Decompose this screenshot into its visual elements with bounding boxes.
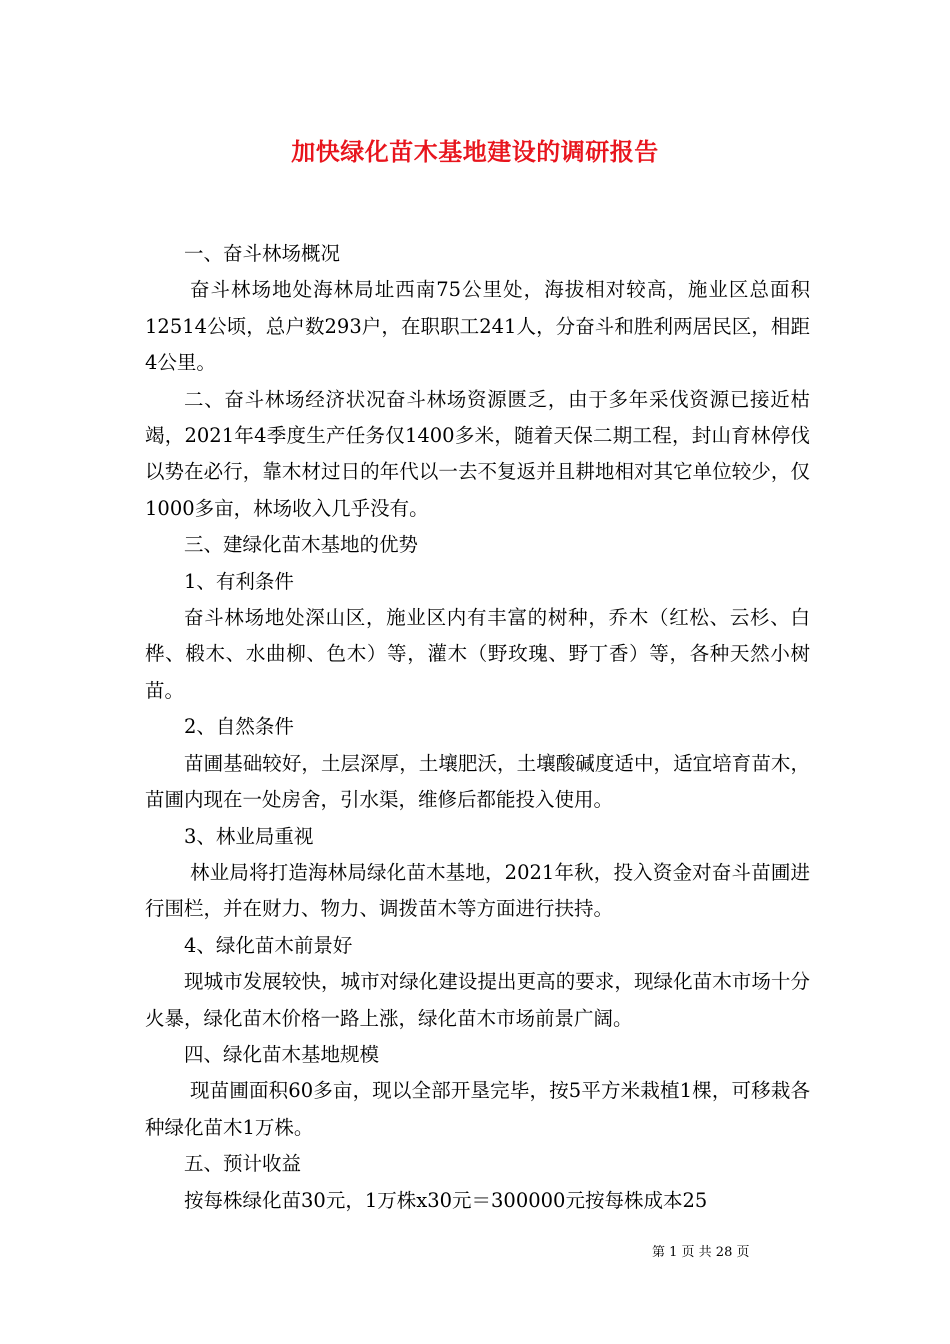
subheading-favorable-conditions: 1、有利条件 bbox=[184, 569, 294, 593]
paragraph-scale: 现苗圃面积60多亩，现以全部开垦完毕，按5平方米栽植1棵，可移栽各种绿化苗木1万株。 bbox=[145, 1079, 810, 1139]
paragraph-bureau-support: 林业局将打造海林局绿化苗木基地，2021年秋，投入资金对奋斗苗圃进行围栏，并在财力、物力、调拨苗木等方面进行扶持。 bbox=[145, 860, 810, 921]
section-heading-scale: 四、绿化苗木基地规模 bbox=[184, 1042, 380, 1066]
section-heading-revenue: 五、预计收益 bbox=[184, 1152, 302, 1176]
subheading-bureau-support: 3、林业局重视 bbox=[184, 824, 314, 848]
subheading-market-outlook: 4、绿化苗木前景好 bbox=[184, 933, 353, 957]
document-body bbox=[145, 236, 810, 1219]
subheading-natural-conditions: 2、自然条件 bbox=[184, 715, 294, 739]
section-heading-advantages: 三、建绿化苗木基地的优势 bbox=[184, 533, 419, 557]
paragraph-revenue: 按每株绿化苗30元，1万株x30元＝300000元按每株成本25 bbox=[184, 1188, 708, 1212]
paragraph-market-outlook: 现城市发展较快，城市对绿化建设提出更高的要求，现绿化苗木市场十分火暴，绿化苗木价格一路上涨，绿化苗木市场前景广阔。 bbox=[145, 970, 810, 1030]
document-title: 加快绿化苗木基地建设的调研报告 bbox=[291, 137, 659, 166]
paragraph-natural-conditions: 苗圃基础较好，土层深厚，土壤肥沃，土壤酸碱度适中，适宜培育苗木，苗圃内现在一处房舍，引水渠，维修后都能投入使用。 bbox=[145, 751, 810, 812]
paragraph-economy: 二、奋斗林场经济状况奋斗林场资源匮乏，由于多年采伐资源已接近枯竭，2021年4季度生产任务仅1400多米，随着天保二期工程，封山育林停伐以势在必行，靠木材过日的年代以一去不复返并且耕地相对其它单位较少，仅1000多亩，林场收入几乎没有。 bbox=[145, 387, 810, 520]
paragraph-overview: 奋斗林场地处海林局址西南75公里处，海拔相对较高，施业区总面积12514公顷，总户数293户，在职职工241人，分奋斗和胜利两居民区，相距4公里。 bbox=[145, 278, 810, 375]
page-number: 第 1 页 共 28 页 bbox=[652, 1245, 750, 1260]
section-heading-overview: 一、奋斗林场概况 bbox=[184, 242, 341, 265]
paragraph-favorable-conditions: 奋斗林场地处深山区，施业区内有丰富的树种，乔木（红松、云杉、白桦、椴木、水曲柳、色木）等，灌木（野玫瑰、野丁香）等，各种天然小树苗。 bbox=[145, 606, 810, 702]
